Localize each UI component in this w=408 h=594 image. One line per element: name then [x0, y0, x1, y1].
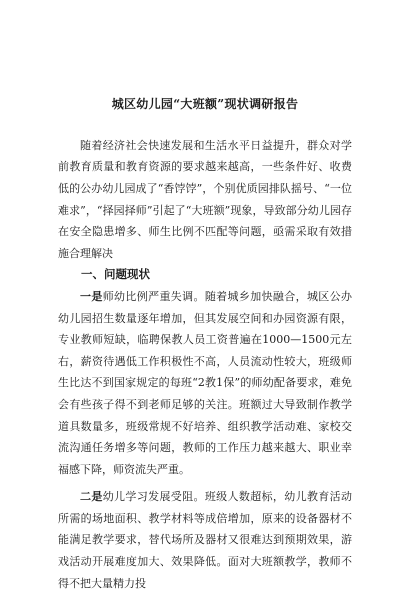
point-two-lead: 二是 [80, 490, 103, 504]
point-two-paragraph [58, 486, 352, 594]
document-title: 城区幼儿园“大班额”现状调研报告 [111, 97, 299, 111]
intro-paragraph: 随着经济社会快速发展和生活水平日益提升，群众对学前教育质量和教育资源的要求越来越高，一些条件好、收费低的公办幼儿园成了“香饽饽”，个别优质园排队摇号、“一位难求”，“择园择师”引起了“大班额”现象，导致部分幼儿园存在安全隐患增多、师生比例不匹配等问题，亟需采取有效措施合理解决 [58, 138, 352, 260]
point-one-lead: 一是 [80, 289, 103, 303]
section-heading-problem-status: 一、问题现状 [81, 267, 150, 282]
point-two-body: 幼儿学习发展受阻。班级人数超标，幼儿教育活动所需的场地面积、教学材料等成倍增加，原来的设备器材不能满足教学要求，替代场所及器材又很难达到预期效果，游戏活动开展难度加大、效果降低。面对大班额教学，教师不得不把大量精力投 [58, 490, 353, 590]
point-one-body: 师幼比例严重失调。随着城乡加快融合，城区公办幼儿园招生数量逐年增加，但其发展空间和办园资源有限，专业教师短缺，临聘保教人员工资普遍在1000—1500元左右，薪资待遇低工作积极性不高，人员流动性较大，班级师生比达不到国家规定的每班“2教1保”的师幼配备要求，难免会有些孩子得不到老师足够的关注。班额过大导致制作教学道具数量多，班级常规不好培养、组织教学活动难、家校交流沟通任务增多等问题，教师的工作压力越来越大、职业幸福感下降，师资流失严重。 [58, 289, 353, 476]
point-one-paragraph [58, 286, 352, 480]
